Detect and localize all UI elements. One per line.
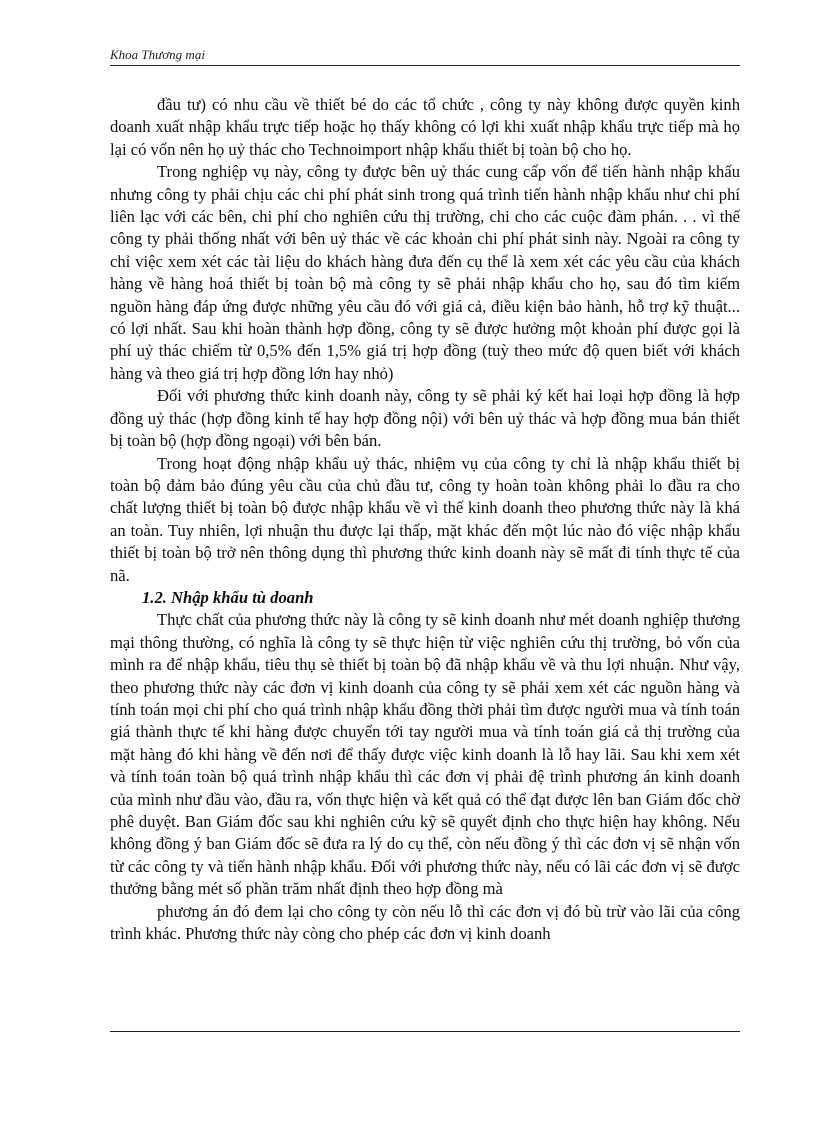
header-title: Khoa Thương mại (110, 47, 205, 62)
paragraph: phương án đó đem lại cho công ty còn nếu lỗ thì các đơn vị đó bù trừ vào lãi của công trình khác. Phương thức này còng cho phép các đơn vị kinh doanh (110, 901, 740, 944)
paragraph: đầu tư) có nhu cầu về thiết bé do các tổ chức , công ty này không được quyền kinh doanh xuất nhập khẩu trực tiếp hoặc họ thấy không có lợi khi xuất nhập khẩu trực tiếp mà họ lại có vốn nên họ uỷ thác cho Technoimport nhập khẩu thiết bị toàn bộ cho họ. (110, 95, 740, 159)
paragraph: Thực chất của phương thức này là công ty sẽ kinh doanh như mét doanh nghiệp thương mại thông thường, có nghĩa là công ty sẽ thực hiện từ việc nghiên cứu thị trường, bỏ vốn của mình ra để nhập khẩu, tiêu thụ sè thiết bị toàn bộ đã nhập khẩu về và thu lợi nhuận. Như vậy, theo phương thức này các đơn vị kinh doanh của công ty sẽ phải xem xét các nguồn hàng và tính toán mọi chi phí cho quá trình nhập khẩu đồng thời phải tìm được người mua và tính toán giá thành thực tế khi hàng được chuyển tới tay người mua và tính toán giá cả thị trường của mặt hàng đó khi hàng về đến nơi để thấy được việc kinh doanh là lỗ hay lãi. Sau khi xem xét và tính toán toàn bộ quá trình nhập khẩu thì các đơn vị phải đệ trình phương án kinh doanh của mình như đầu vào, đầu ra, vốn thực hiện và kết quả có thể đạt được lên ban Giám đốc chờ phê duyệt. Ban Giám đốc sau khi nghiên cứu kỹ sẽ quyết định cho thực hiện hay không. Nếu không đồng ý ban Giám đốc sẽ đưa ra lý do cụ thể, còn nếu đồng ý thì các đơn vị sẽ nhận vốn từ các công ty và tiến hành nhập khẩu. Đối với phương thức này, nếu có lãi các đơn vị sẽ được thưởng bằng mét số phần trăm nhất định theo hợp đồng mà (110, 610, 740, 899)
paragraph: Trong nghiệp vụ này, công ty được bên uỷ thác cung cấp vốn để tiến hành nhập khẩu nhưng công ty phải chịu các chi phí phát sinh trong quá trình tiến hành nhập khẩu như chi phí liên lạc với các bên, chi phí cho nghiên cứu thị trường, chi cho các cuộc đàm phán. . . vì thế công ty phải thống nhất với bên uỷ thác về các khoản chi phí phát sinh này. Ngoài ra công ty chỉ việc xem xét các tài liệu do khách hàng đưa đến cụ thể là xem xét các yêu cầu của khách hàng về hàng hoá thiết bị toàn bộ mà công ty sẽ phải nhập khẩu cho họ, sau đó tìm kiếm nguồn hàng đáp ứng được những yêu cầu đó với giá cả, điều kiện bảo hành, hỗ trợ kỹ thuật... có lợi nhất. Sau khi hoàn thành hợp đồng, công ty sẽ được hưởng một khoản phí được gọi là phí uỷ thác chiếm từ 0,5% đến 1,5% giá trị hợp đồng (tuỳ theo mức độ quen biết với khách hàng và theo giá trị hợp đồng lớn hay nhỏ) (110, 162, 740, 383)
page-header (110, 44, 740, 66)
paragraph: Đối với phương thức kinh doanh này, công ty sẽ phải ký kết hai loại hợp đồng là hợp đồng uỷ thác (hợp đồng kinh tế hay hợp đồng nội) với bên uỷ thác và hợp đồng mua bán thiết bị toàn bộ (hợp đồng ngoại) với bên bán. (110, 386, 740, 451)
footer-rule (110, 1031, 740, 1032)
document-body (110, 94, 740, 945)
section-heading: 1.2. Nhập khẩu tù doanh (142, 587, 314, 607)
paragraph: Trong hoạt động nhập khẩu uỷ thác, nhiệm vụ của công ty chỉ là nhập khẩu thiết bị toàn bộ đảm bảo đúng yêu cầu của chủ đầu tư, công ty hoàn toàn không phải lo đầu ra cho chất lượng thiết bị toàn bộ được nhập khẩu về vì thế kinh doanh theo phương thức này là khá an toàn. Tuy nhiên, lợi nhuận thu được lại thấp, mặt khác đến một lúc nào đó việc nhập khẩu thiết bị toàn bộ trở nên thông dụng thì phương thức kinh doanh này sẽ mất đi tính thực tế của nã. (110, 453, 740, 585)
